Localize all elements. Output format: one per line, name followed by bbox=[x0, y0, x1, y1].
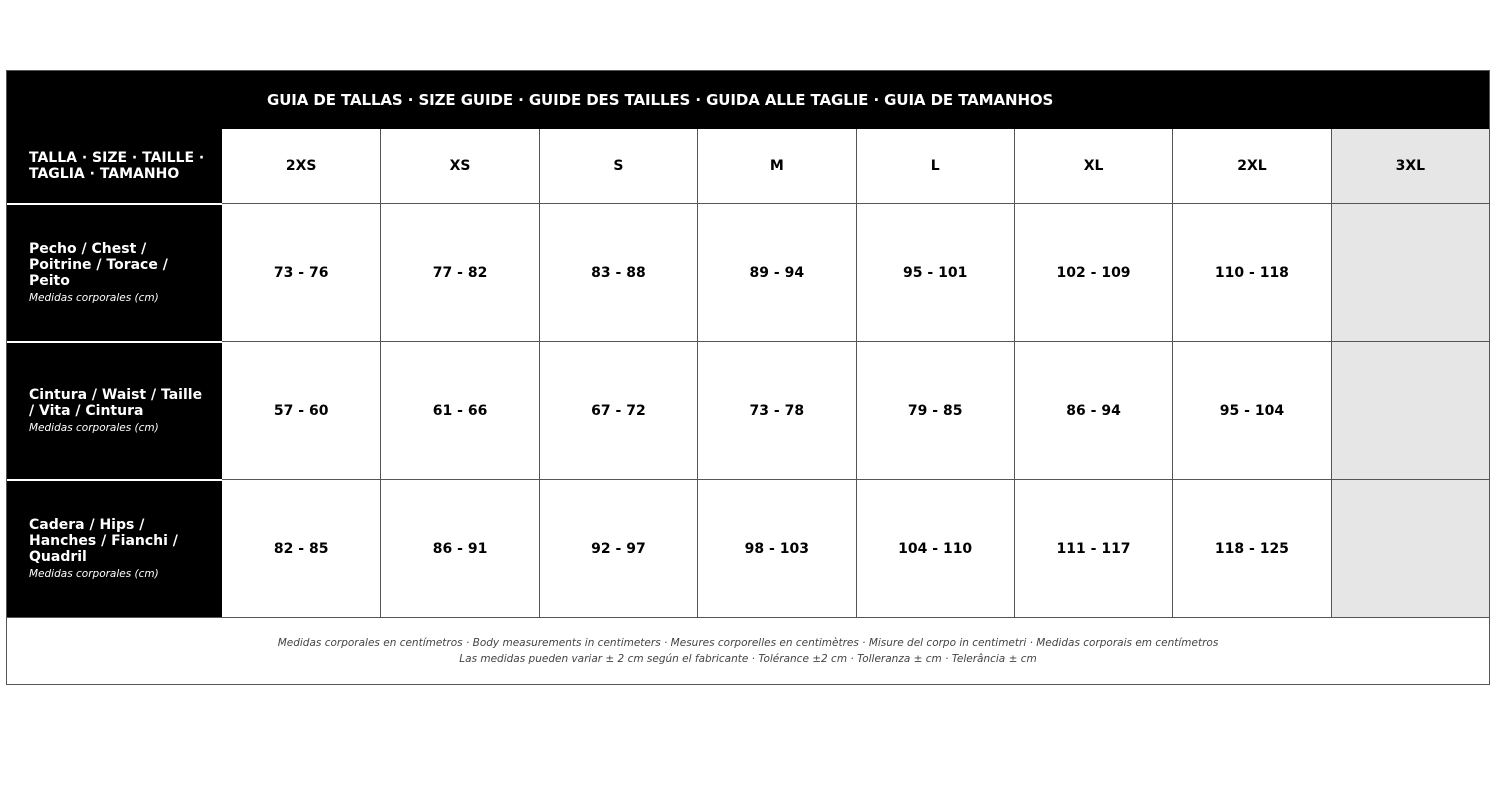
measurement-value: 86 - 91 bbox=[380, 479, 538, 617]
measurement-value: 73 - 76 bbox=[222, 203, 380, 341]
measurement-value: 111 - 117 bbox=[1014, 479, 1172, 617]
size-guide-title: GUIA DE TALLAS · SIZE GUIDE · GUIDE DES TAILLES · GUIDA ALLE TAGLIE · GUIA DE TAMANHOS bbox=[7, 71, 1489, 129]
measurement-note: Medidas corporales (cm) bbox=[29, 422, 159, 434]
measurement-value bbox=[1331, 203, 1489, 341]
measurement-value: 89 - 94 bbox=[697, 203, 855, 341]
size-row-header bbox=[7, 129, 222, 203]
measurement-value: 110 - 118 bbox=[1172, 203, 1330, 341]
measurement-label-line: Peito bbox=[29, 273, 70, 289]
measurement-value: 95 - 104 bbox=[1172, 341, 1330, 479]
size-column-header: 3XL bbox=[1331, 129, 1489, 203]
measurement-label-line: Pecho / Chest / bbox=[29, 241, 147, 257]
measurement-row-header-waist bbox=[7, 341, 222, 479]
size-guide-table bbox=[6, 70, 1490, 685]
measurement-value: 95 - 101 bbox=[856, 203, 1014, 341]
measurement-value bbox=[1331, 341, 1489, 479]
size-header-line: TALLA · SIZE · TAILLE · bbox=[29, 150, 205, 166]
measurement-row-header-hips bbox=[7, 479, 222, 617]
measurement-value: 79 - 85 bbox=[856, 341, 1014, 479]
measurement-value: 77 - 82 bbox=[380, 203, 538, 341]
size-column-header: S bbox=[539, 129, 697, 203]
measurement-value: 67 - 72 bbox=[539, 341, 697, 479]
measurement-value: 61 - 66 bbox=[380, 341, 538, 479]
measurement-row-header-chest bbox=[7, 203, 222, 341]
measurement-value: 57 - 60 bbox=[222, 341, 380, 479]
measurement-value: 118 - 125 bbox=[1172, 479, 1330, 617]
measurement-note: Medidas corporales (cm) bbox=[29, 292, 159, 304]
measurement-label-line: / Vita / Cintura bbox=[29, 403, 144, 419]
measurement-value: 73 - 78 bbox=[697, 341, 855, 479]
measurement-note: Medidas corporales (cm) bbox=[29, 568, 159, 580]
footnote-line-tolerance: Las medidas pueden variar ± 2 cm según el fabricante · Tolérance ±2 cm · Tolleranza ± cm · Telerância ± cm bbox=[459, 653, 1037, 665]
size-column-header: 2XL bbox=[1172, 129, 1330, 203]
measurement-value: 86 - 94 bbox=[1014, 341, 1172, 479]
size-column-header: M bbox=[697, 129, 855, 203]
measurement-label-line: Cadera / Hips / bbox=[29, 517, 145, 533]
measurement-value: 104 - 110 bbox=[856, 479, 1014, 617]
measurement-label-line: Hanches / Fianchi / bbox=[29, 533, 178, 549]
measurement-value: 102 - 109 bbox=[1014, 203, 1172, 341]
measurement-label-line: Poitrine / Torace / bbox=[29, 257, 168, 273]
size-column-header: XL bbox=[1014, 129, 1172, 203]
size-grid bbox=[7, 129, 1489, 617]
size-header-line: TAGLIA · TAMANHO bbox=[29, 166, 180, 182]
footnote-line-units: Medidas corporales en centímetros · Body measurements in centimeters · Mesures corporelles en centimètres · Misure del corpo in centimetri · Medidas corporais em centímetros bbox=[277, 637, 1219, 649]
measurement-value: 92 - 97 bbox=[539, 479, 697, 617]
measurement-value: 83 - 88 bbox=[539, 203, 697, 341]
size-column-header: 2XS bbox=[222, 129, 380, 203]
measurement-label-line: Cintura / Waist / Taille bbox=[29, 387, 203, 403]
measurement-value: 82 - 85 bbox=[222, 479, 380, 617]
size-column-header: XS bbox=[380, 129, 538, 203]
measurement-label-line: Quadril bbox=[29, 549, 87, 565]
size-column-header: L bbox=[856, 129, 1014, 203]
measurement-value bbox=[1331, 479, 1489, 617]
measurement-value: 98 - 103 bbox=[697, 479, 855, 617]
measurement-footnote bbox=[7, 617, 1489, 684]
